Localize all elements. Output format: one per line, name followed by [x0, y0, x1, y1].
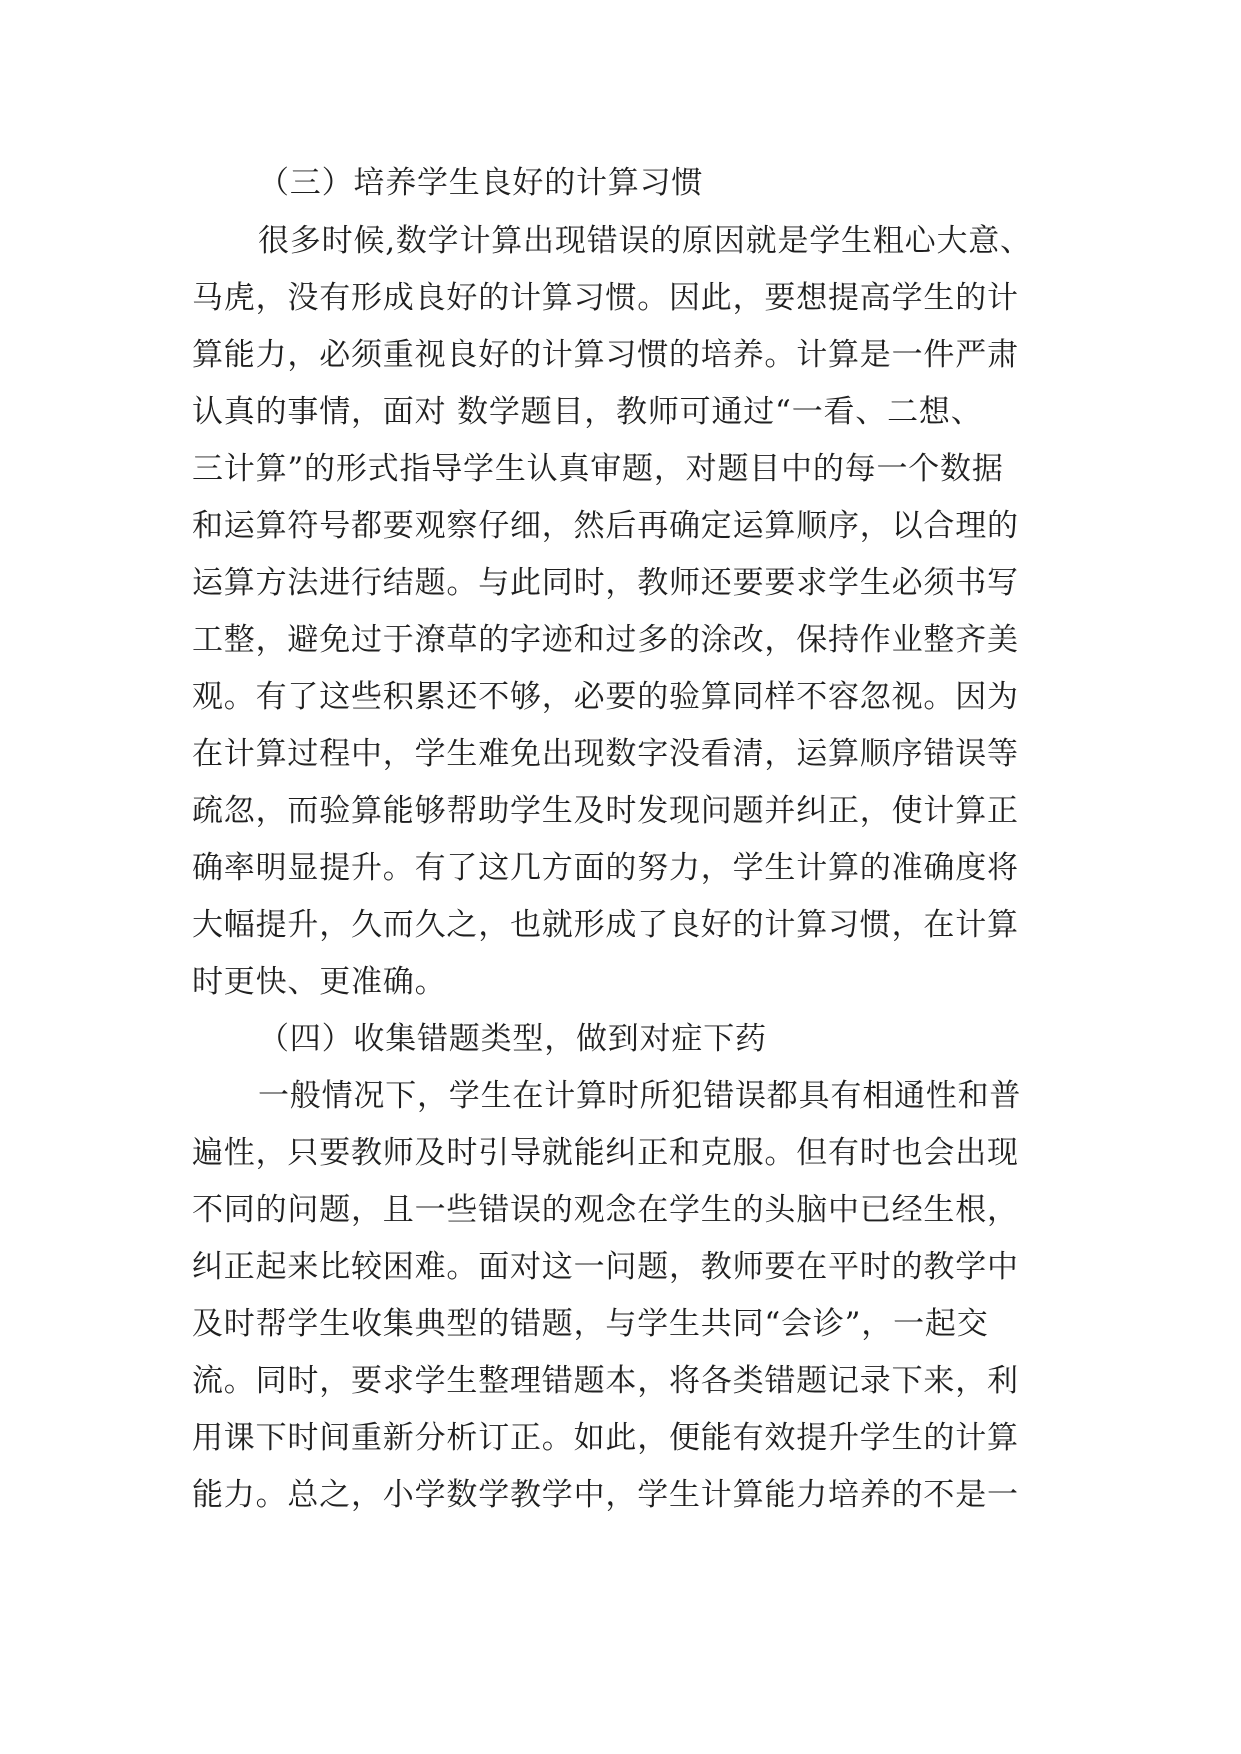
paragraph-line: 遍性，只要教师及时引导就能纠正和克服。但有时也会出现	[192, 1135, 1019, 1171]
paragraph-line: 能力。总之，小学数学教学中，学生计算能力培养的不是一	[192, 1477, 1019, 1513]
paragraph-line: 疏忽，而验算能够帮助学生及时发现问题并纠正，使计算正	[192, 793, 1019, 829]
paragraph-line: 纠正起来比较困难。面对这一问题，教师要在平时的教学中	[192, 1249, 1019, 1285]
paragraph-line: 运算方法进行结题。与此同时，教师还要要求学生必须书写	[192, 565, 1019, 601]
paragraph-line: 时更快、更准确。	[192, 964, 447, 1000]
section-heading-3: （三）培养学生良好的计算习惯	[258, 165, 704, 201]
paragraph-line: 观。有了这些积累还不够，必要的验算同样不容忽视。因为	[192, 679, 1019, 715]
section-heading-4: （四）收集错题类型，做到对症下药	[258, 1021, 767, 1057]
paragraph-line: 一般情况下，学生在计算时所犯错误都具有相通性和普	[258, 1078, 1022, 1114]
paragraph-line: 确率明显提升。有了这几方面的努力，学生计算的准确度将	[192, 850, 1019, 886]
paragraph-line: 流。同时，要求学生整理错题本，将各类错题记录下来，利	[192, 1363, 1019, 1399]
paragraph-line: 马虎，没有形成良好的计算习惯。因此，要想提高学生的计	[192, 280, 1019, 316]
paragraph-line: 大幅提升，久而久之，也就形成了良好的计算习惯，在计算	[192, 907, 1019, 943]
paragraph-line: 很多时候,数学计算出现错误的原因就是学生粗心大意、	[258, 223, 1032, 259]
paragraph-line: 不同的问题，且一些错误的观念在学生的头脑中已经生根，	[192, 1192, 1019, 1228]
paragraph-line: 认真的事情，面对 数学题目，教师可通过“一看、二想、	[192, 394, 983, 430]
paragraph-line: 和运算符号都要观察仔细，然后再确定运算顺序，以合理的	[192, 508, 1019, 544]
paragraph-line: 算能力，必须重视良好的计算习惯的培养。计算是一件严肃	[192, 337, 1019, 373]
paragraph-line: 工整，避免过于潦草的字迹和过多的涂改，保持作业整齐美	[192, 622, 1019, 658]
paragraph-line: 用课下时间重新分析订正。如此，便能有效提升学生的计算	[192, 1420, 1019, 1456]
paragraph-line: 三计算”的形式指导学生认真审题，对题目中的每一个数据	[192, 451, 1004, 487]
paragraph-line: 及时帮学生收集典型的错题，与学生共同“会诊”，一起交	[192, 1306, 989, 1342]
paragraph-line: 在计算过程中，学生难免出现数字没看清，运算顺序错误等	[192, 736, 1019, 772]
